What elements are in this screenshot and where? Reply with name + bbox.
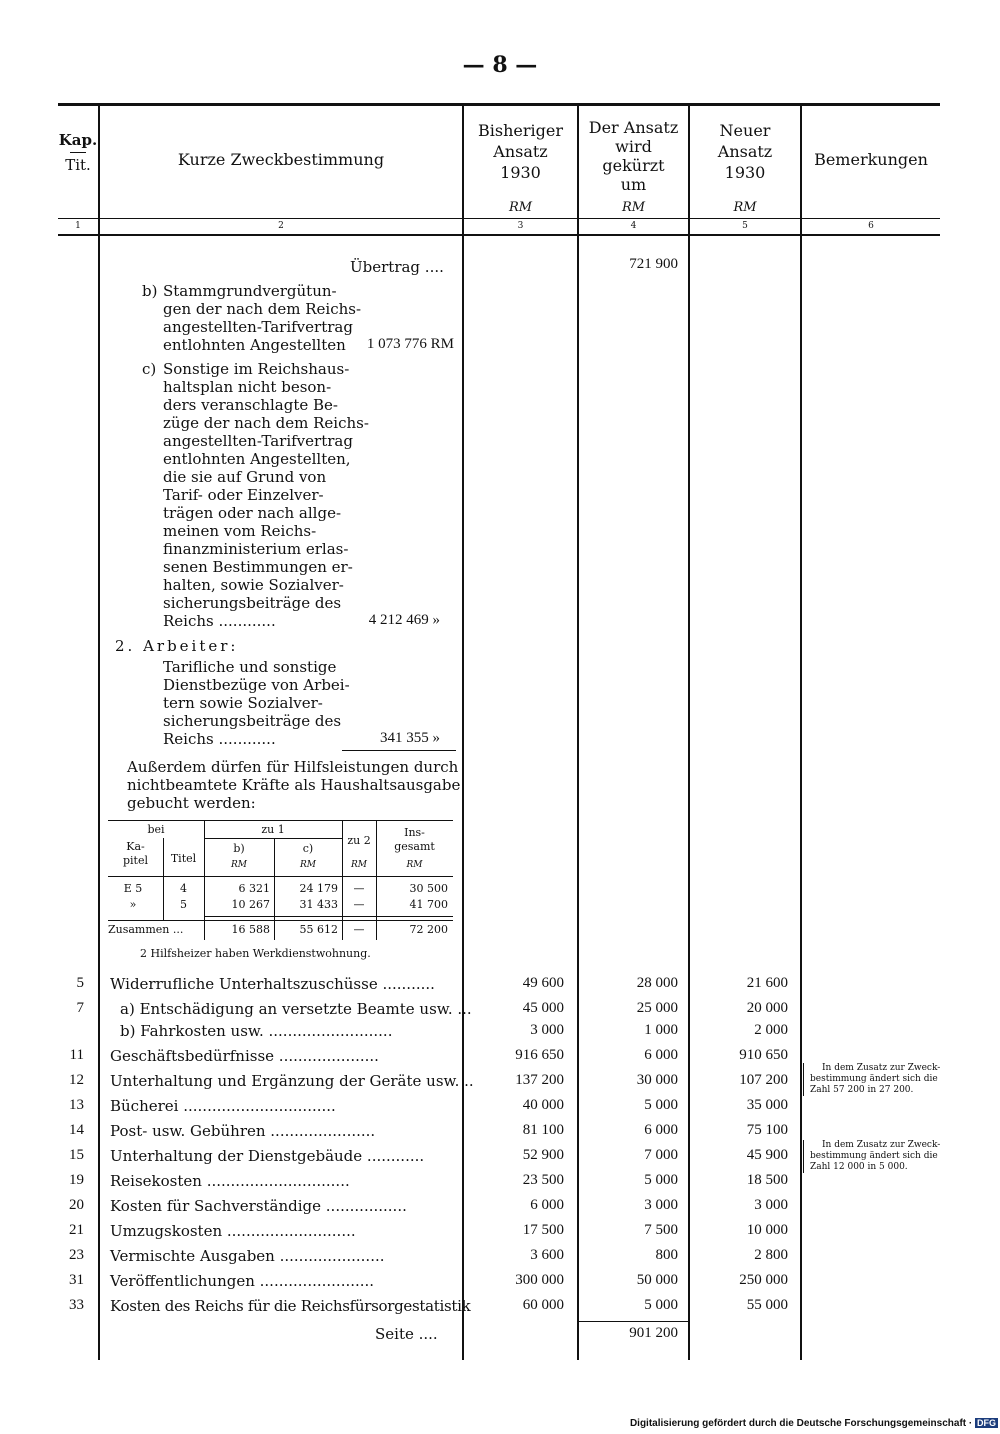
row-kurz: 1 000: [644, 1022, 678, 1038]
remark-2: [803, 1140, 941, 1173]
remark-1-line: Zahl 57 200 in 27 200.: [810, 1085, 914, 1095]
arbeiter-text: [163, 658, 350, 748]
item-c-line: halten, sowie Sozialver-: [163, 576, 344, 594]
item-b-line: gen der nach dem Reichs-: [163, 300, 362, 318]
dfg-logo-icon: DFG: [977, 1418, 996, 1428]
remark-2-line: Zahl 12 000 in 5 000.: [810, 1162, 908, 1172]
sub-h-kapitel: [108, 840, 163, 868]
table-row: [58, 1272, 818, 1294]
row-bis: 300 000: [515, 1272, 564, 1288]
row-kurz: 30 000: [636, 1072, 678, 1088]
table-row: [58, 1122, 818, 1144]
footer-text: Digitalisierung gefördert durch die Deutsche Forschungsgemeinschaft ·: [629, 1418, 973, 1429]
row-tit: 12: [69, 1072, 84, 1088]
arbeiter-sum-rule: [342, 750, 456, 751]
row-text: Kosten des Reichs für die Reichsfürsorgestatistik: [110, 1297, 471, 1315]
row-kurz: 5 000: [644, 1297, 678, 1313]
row-tit: 20: [69, 1197, 84, 1213]
row-bis: 81 100: [522, 1122, 564, 1138]
header-kurz-l3: gekürzt: [602, 156, 665, 175]
item-c-line: die sie auf Grund von: [163, 468, 327, 486]
header-kurz-l4: um: [620, 175, 647, 194]
header-gekuerzt: [579, 118, 688, 194]
item-c-line: haltsplan nicht beson-: [163, 378, 332, 396]
row-text: Veröffentlichungen ........................: [110, 1272, 375, 1290]
colnum-5: 5: [742, 221, 748, 231]
sub-rule: [108, 920, 453, 921]
row-text: Geschäftsbedürfnisse .....................: [110, 1047, 379, 1065]
item-b-line: Stammgrundvergütun-: [163, 282, 337, 300]
row-tit: 31: [69, 1272, 84, 1288]
row-bis: 3 000: [530, 1022, 564, 1038]
sub-h-zu1: zu 1: [261, 823, 285, 836]
row-text: Umzugskosten ...........................: [110, 1222, 356, 1240]
row-tit: 5: [76, 975, 84, 991]
sub-sum-c: 55 612: [299, 923, 338, 936]
sub-row2-tit: 5: [180, 898, 187, 911]
table-top-rule: [58, 103, 940, 106]
row-bis: 60 000: [522, 1297, 564, 1313]
sub-h-insg-l1: Ins-: [404, 826, 425, 839]
item-c-line: angestellten-Tarifvertrag: [163, 432, 353, 450]
row-tit: 19: [69, 1172, 84, 1188]
item-b-label: b): [142, 282, 158, 300]
sub-h-kap-l2: pitel: [122, 854, 148, 867]
arbeiter-value: 341 355 »: [380, 730, 440, 746]
sub-table: [108, 820, 460, 940]
header-kurz-l1: Der Ansatz: [588, 118, 679, 137]
header-kap-label: Kap.: [58, 131, 98, 149]
sub-row1-tit: 4: [180, 882, 187, 895]
row-tit: 13: [69, 1097, 84, 1113]
item-c-line: entlohnten Angestellten,: [163, 450, 351, 468]
table-row: [58, 1197, 818, 1219]
row-bis: 49 600: [522, 975, 564, 991]
remark-2-line: In dem Zusatz zur Zweck-: [822, 1140, 941, 1150]
item-b-line: entlohnten Angestellten: [163, 336, 346, 354]
ausserdem-text: [127, 758, 460, 812]
header-kurz-l2: wird: [615, 137, 652, 156]
row-bis: 23 500: [522, 1172, 564, 1188]
sub-unit-z2: RM: [351, 860, 367, 870]
row-text: Unterhaltung der Dienstgebäude ............: [110, 1147, 425, 1165]
item-c-label: c): [142, 360, 157, 378]
sub-unit-ins: RM: [406, 860, 423, 870]
page-number: — 8 —: [462, 52, 538, 78]
sub-row2-ins: 41 700: [409, 898, 448, 911]
colnum-4: 4: [630, 221, 637, 231]
header-bis-l1: Bisheriger: [478, 121, 563, 140]
item-c-line: Tarif- oder Einzelver-: [163, 486, 324, 504]
arbeiter-heading: 2. Arbeiter:: [115, 637, 239, 655]
row-bis: 916 650: [515, 1047, 564, 1063]
row-neu: 20 000: [746, 1000, 788, 1016]
ausserdem-line: Außerdem dürfen für Hilfsleistungen durch: [127, 758, 459, 776]
sub-h-insg: [376, 826, 453, 854]
arbeiter-line: Reichs ............: [163, 730, 276, 748]
sub-row2-kap: »: [129, 898, 137, 911]
sub-rule: [108, 876, 453, 877]
row-tit: 14: [69, 1122, 84, 1138]
seite-sum-rule: [579, 1321, 688, 1322]
remark-1-line: In dem Zusatz zur Zweck-: [822, 1063, 941, 1073]
row-kurz: 6 000: [644, 1122, 678, 1138]
sub-unit-b: RM: [231, 860, 247, 870]
unit-col3: RM: [508, 200, 533, 215]
row-neu: 250 000: [739, 1272, 788, 1288]
sub-h-b: b): [233, 842, 245, 855]
header-bisheriger: [464, 120, 577, 183]
sub-h-insg-l2: gesamt: [394, 840, 435, 853]
colnum-1: 1: [75, 221, 81, 231]
sub-h-kap-l1: Ka-: [126, 840, 145, 853]
row-neu: 45 900: [746, 1147, 788, 1163]
item-c-line: finanzministerium erlas-: [163, 540, 349, 558]
ausserdem-line: nichtbeamtete Kräfte als Haushaltsausgabe: [127, 776, 461, 794]
row-neu: 3 000: [754, 1197, 788, 1213]
row-kurz: 28 000: [636, 975, 678, 991]
item-c-line: senen Bestimmungen er-: [163, 558, 353, 576]
colnum-6: 6: [868, 221, 874, 231]
row-neu: 2 800: [754, 1247, 788, 1263]
sub-sum-z2: —: [353, 923, 365, 936]
table-row: [58, 1297, 818, 1319]
row-kurz: 5 000: [644, 1097, 678, 1113]
row-kurz: 7 000: [644, 1147, 678, 1163]
remark-2-line: bestimmung ändert sich die: [810, 1151, 938, 1161]
row-neu: 35 000: [746, 1097, 788, 1113]
table-row: [58, 1222, 818, 1244]
row-neu: 21 600: [746, 975, 788, 991]
row-text: Unterhaltung und Ergänzung der Geräte usw. ..: [110, 1072, 474, 1090]
row-kurz: 25 000: [636, 1000, 678, 1016]
header-neu-l2: Ansatz: [717, 142, 773, 161]
sub-row2-b: 10 267: [231, 898, 270, 911]
sub-row1-kap: E 5: [123, 882, 143, 895]
arbeiter-line: sicherungsbeiträge des: [163, 712, 342, 730]
unit-col4: RM: [621, 200, 646, 215]
table-row: [58, 1022, 818, 1044]
sub-h-titel: Titel: [170, 852, 197, 865]
sub-sum-ins: 72 200: [409, 923, 448, 936]
item-c-line: züge der nach dem Reichs-: [163, 414, 369, 432]
row-tit: 11: [69, 1047, 84, 1063]
sub-row2-z2: —: [353, 898, 365, 911]
table-row: [58, 1172, 818, 1194]
sub-rule: [204, 916, 453, 917]
row-text: Vermischte Ausgaben ......................: [110, 1247, 385, 1265]
item-c-line: ders veranschlagte Be-: [163, 396, 338, 414]
item-c-value: 4 212 469 »: [368, 612, 440, 628]
header-bis-l2: Ansatz: [493, 142, 548, 161]
header-bemerkungen: Bemerkungen: [814, 150, 928, 169]
table-row: [58, 1072, 818, 1094]
row-bis: 137 200: [515, 1072, 564, 1088]
header-bis-l3: 1930: [500, 163, 541, 182]
row-bis: 3 600: [530, 1247, 564, 1263]
row-text: Bücherei ................................: [110, 1097, 336, 1115]
header-neuer: [690, 120, 800, 183]
row-text: Widerrufliche Unterhaltszuschüsse ...........: [110, 975, 435, 993]
sub-row1-z2: —: [353, 882, 365, 895]
row-text: b) Fahrkosten usw. ..........................: [120, 1022, 393, 1040]
row-kurz: 7 500: [644, 1222, 678, 1238]
arbeiter-line: tern sowie Sozialver-: [163, 694, 323, 712]
row-neu: 10 000: [746, 1222, 788, 1238]
row-tit: 21: [69, 1222, 84, 1238]
sub-h-bei: bei: [147, 823, 165, 836]
table-row: [58, 1247, 818, 1269]
ausserdem-line: gebucht werden:: [127, 794, 256, 812]
header-kap: [58, 130, 98, 175]
table-row: [58, 1000, 818, 1022]
row-bis: 6 000: [530, 1197, 564, 1213]
row-text: a) Entschädigung an versetzte Beamte usw. ...: [120, 1000, 472, 1018]
sub-row1-c: 24 179: [299, 882, 338, 895]
row-tit: 15: [69, 1147, 84, 1163]
seite-label: Seite ....: [375, 1325, 438, 1343]
sub-sum-b: 16 588: [231, 923, 270, 936]
row-bis: 45 000: [522, 1000, 564, 1016]
colnum-top-rule: [58, 218, 940, 219]
row-text: Reisekosten ..............................: [110, 1172, 350, 1190]
table-row: [58, 1147, 818, 1169]
row-neu: 910 650: [739, 1047, 788, 1063]
seite-value: 901 200: [629, 1325, 678, 1341]
row-kurz: 50 000: [636, 1272, 678, 1288]
arbeiter-line: Dienstbezüge von Arbei-: [163, 676, 350, 694]
arbeiter-line: Tarifliche und sonstige: [163, 658, 337, 676]
item-c-line: meinen vom Reichs-: [163, 522, 317, 540]
sub-table-note: 2 Hilfsheizer haben Werkdienstwohnung.: [140, 947, 371, 960]
sub-h-zu2: zu 2: [347, 834, 371, 847]
item-c-line: Reichs ............: [163, 612, 276, 630]
uebertrag-value: 721 900: [629, 256, 678, 272]
unit-col5: RM: [733, 200, 757, 215]
row-text: Post- usw. Gebühren ......................: [110, 1122, 376, 1140]
colnum-bottom-rule: [58, 234, 940, 236]
row-kurz: 3 000: [644, 1197, 678, 1213]
row-neu: 55 000: [746, 1297, 788, 1313]
item-c-text: [163, 360, 369, 630]
item-b-line: angestellten-Tarifvertrag: [163, 318, 353, 336]
row-neu: 75 100: [746, 1122, 788, 1138]
sub-unit-c: RM: [300, 860, 316, 870]
row-bis: 17 500: [522, 1222, 564, 1238]
row-text: Kosten für Sachverständige .................: [110, 1197, 407, 1215]
row-tit: 23: [69, 1247, 84, 1263]
row-kurz: 800: [655, 1247, 678, 1263]
item-c-line: trägen oder nach allge-: [163, 504, 342, 522]
sub-h-c: c): [302, 842, 314, 855]
item-c-line: sicherungsbeiträge des: [163, 594, 342, 612]
row-kurz: 5 000: [644, 1172, 678, 1188]
colnum-3: 3: [517, 221, 524, 231]
table-row: [58, 975, 818, 997]
row-tit: 33: [69, 1297, 84, 1313]
row-neu: 18 500: [746, 1172, 788, 1188]
item-c-line: Sonstige im Reichshaus-: [163, 360, 350, 378]
header-neu-l3: 1930: [724, 163, 766, 182]
sub-sum-label: Zusammen ...: [108, 923, 184, 936]
remark-1-line: bestimmung ändert sich die: [810, 1074, 938, 1084]
table-row: [58, 1047, 818, 1069]
colnum-2: 2: [278, 221, 284, 231]
sub-top-rule: [108, 820, 453, 821]
header-neu-l1: Neuer: [719, 121, 771, 140]
uebertrag-label: Übertrag ....: [350, 258, 444, 276]
remark-1: [803, 1063, 941, 1096]
header-tit-label: Tit.: [65, 156, 91, 174]
row-tit: 7: [76, 1000, 84, 1016]
sub-row1-ins: 30 500: [409, 882, 448, 895]
sub-rule: [204, 838, 342, 839]
row-neu: 107 200: [739, 1072, 788, 1088]
item-b-value: 1 073 776 RM: [366, 336, 454, 352]
row-bis: 40 000: [522, 1097, 564, 1113]
header-zweck: Kurze Zweckbestimmung: [177, 150, 385, 169]
row-bis: 52 900: [522, 1147, 564, 1163]
table-row: [58, 1097, 818, 1119]
row-neu: 2 000: [754, 1022, 788, 1038]
row-kurz: 6 000: [644, 1047, 678, 1063]
footer: [560, 1418, 998, 1429]
sub-row2-c: 31 433: [299, 898, 338, 911]
sub-row1-b: 6 321: [238, 882, 270, 895]
